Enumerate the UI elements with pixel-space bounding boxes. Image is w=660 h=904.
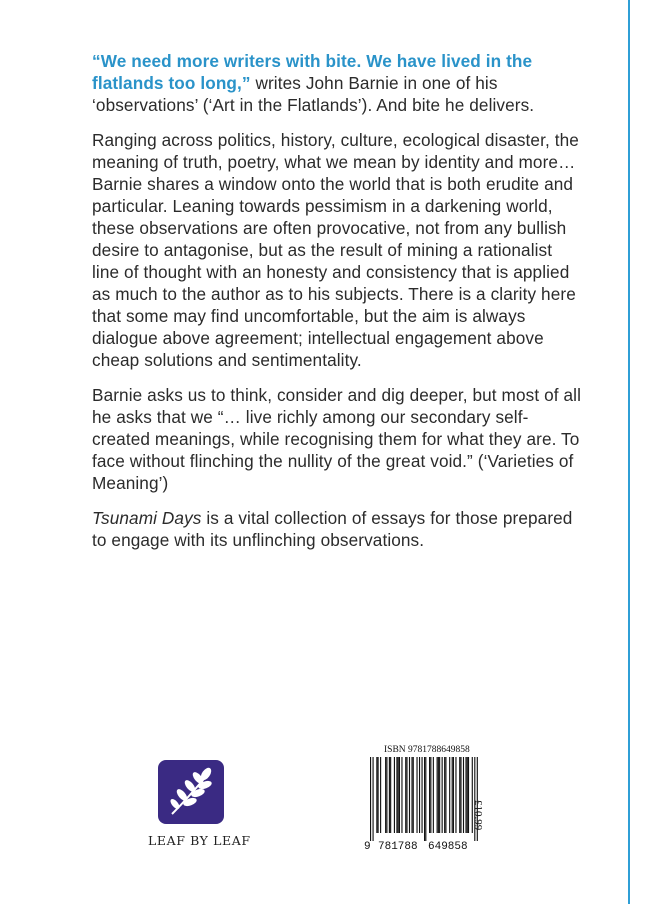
spine-edge-line (628, 0, 630, 904)
barcode-bar (437, 757, 438, 833)
barcode-bar (459, 757, 460, 833)
barcode-bar (413, 757, 414, 833)
barcode-bar (430, 757, 431, 833)
barcode-bar (386, 757, 387, 833)
barcode-bar (405, 757, 406, 833)
barcode-bars (370, 757, 478, 841)
price-label: £10.99 (472, 800, 484, 831)
barcode-bar (453, 757, 454, 833)
barcode-bar (465, 757, 466, 833)
barcode-bar (424, 757, 425, 841)
blurb-text (92, 50, 582, 564)
body-paragraph-2: Barnie asks us to think, consider and dig deeper, but most of all he asks that we “… live richly among our secondary self-created meanings, while recognising them for what they are. To face without flinching the nullity of the great void.” (‘Varieties of Meaning’) (92, 385, 581, 493)
barcode-bar (394, 757, 395, 833)
barcode-bar (460, 757, 461, 833)
barcode-bar (419, 757, 420, 833)
leaf-branch-icon (158, 760, 224, 824)
barcode-bar (433, 757, 434, 833)
isbn-digits-group2: 649858 (428, 841, 468, 853)
barcode-bar (452, 757, 453, 833)
barcode-bar (429, 757, 430, 833)
barcode-bar (439, 757, 440, 833)
barcode-bar (409, 757, 410, 833)
barcode-bar (438, 757, 439, 833)
barcode-bar (373, 757, 374, 841)
barcode-bar (442, 757, 443, 833)
barcode-bar (406, 757, 407, 833)
barcode-bar (421, 757, 422, 833)
book-title: Tsunami Days (92, 508, 202, 528)
barcode-bar (468, 757, 469, 833)
barcode-bar (444, 757, 445, 833)
intro-rest: writes John Barnie in one of his ‘observations’ (‘Art in the Flatlands’). And bite he delivers. (92, 73, 535, 115)
isbn-digit-first: 9 (364, 841, 371, 853)
barcode-bar (385, 757, 386, 833)
barcode-bar (455, 757, 456, 833)
barcode-bar (396, 757, 397, 833)
barcode-bar (401, 757, 402, 833)
publisher-name: LEAF BY LEAF (148, 833, 251, 848)
barcode-bar (425, 757, 426, 841)
barcode-bar (445, 757, 446, 833)
intro-paragraph (92, 50, 582, 116)
barcode-bar (416, 757, 417, 833)
barcode-bar (376, 757, 377, 833)
isbn-label: ISBN 9781788649858 (384, 745, 470, 755)
barcode-bar (380, 757, 381, 833)
closing-paragraph (92, 507, 582, 551)
barcode-bar (390, 757, 391, 833)
barcode-bar (399, 757, 400, 833)
barcode-bar (411, 757, 412, 833)
barcode-bar (398, 757, 399, 833)
barcode-bar (370, 757, 371, 841)
barcode-bar (449, 757, 450, 833)
closing-rest: is a vital collection of essays for those prepared to engage with its unflinching observations. (92, 508, 573, 550)
isbn-digits-group1: 781788 (378, 841, 418, 853)
body-paragraph-1: Ranging across politics, history, culture, ecological disaster, the meaning of truth, poetry, what we mean by identity and more… Barnie shares a window onto the world that is both erudite and particular. Leaning towards pessimism in a darkening world, these observations are often provocative, not from any bullish desire to antagonise, but as the result of mining a rationalist line of thought with an honesty and consistency that is applied as much to the author as to his subjects. There is a clarity here that some may find uncomfortable, but the aim is always dialogue above agreement; intellectual engagement above cheap solutions and sentimentality. (92, 130, 579, 370)
barcode-bar (463, 757, 464, 833)
intro-quote: “We need more writers with bite. We have lived in the flatlands too long,” (92, 51, 533, 93)
barcode-bar (389, 757, 390, 833)
barcode-bar (467, 757, 468, 833)
publisher-logo (158, 760, 224, 824)
barcode-bar (378, 757, 379, 833)
